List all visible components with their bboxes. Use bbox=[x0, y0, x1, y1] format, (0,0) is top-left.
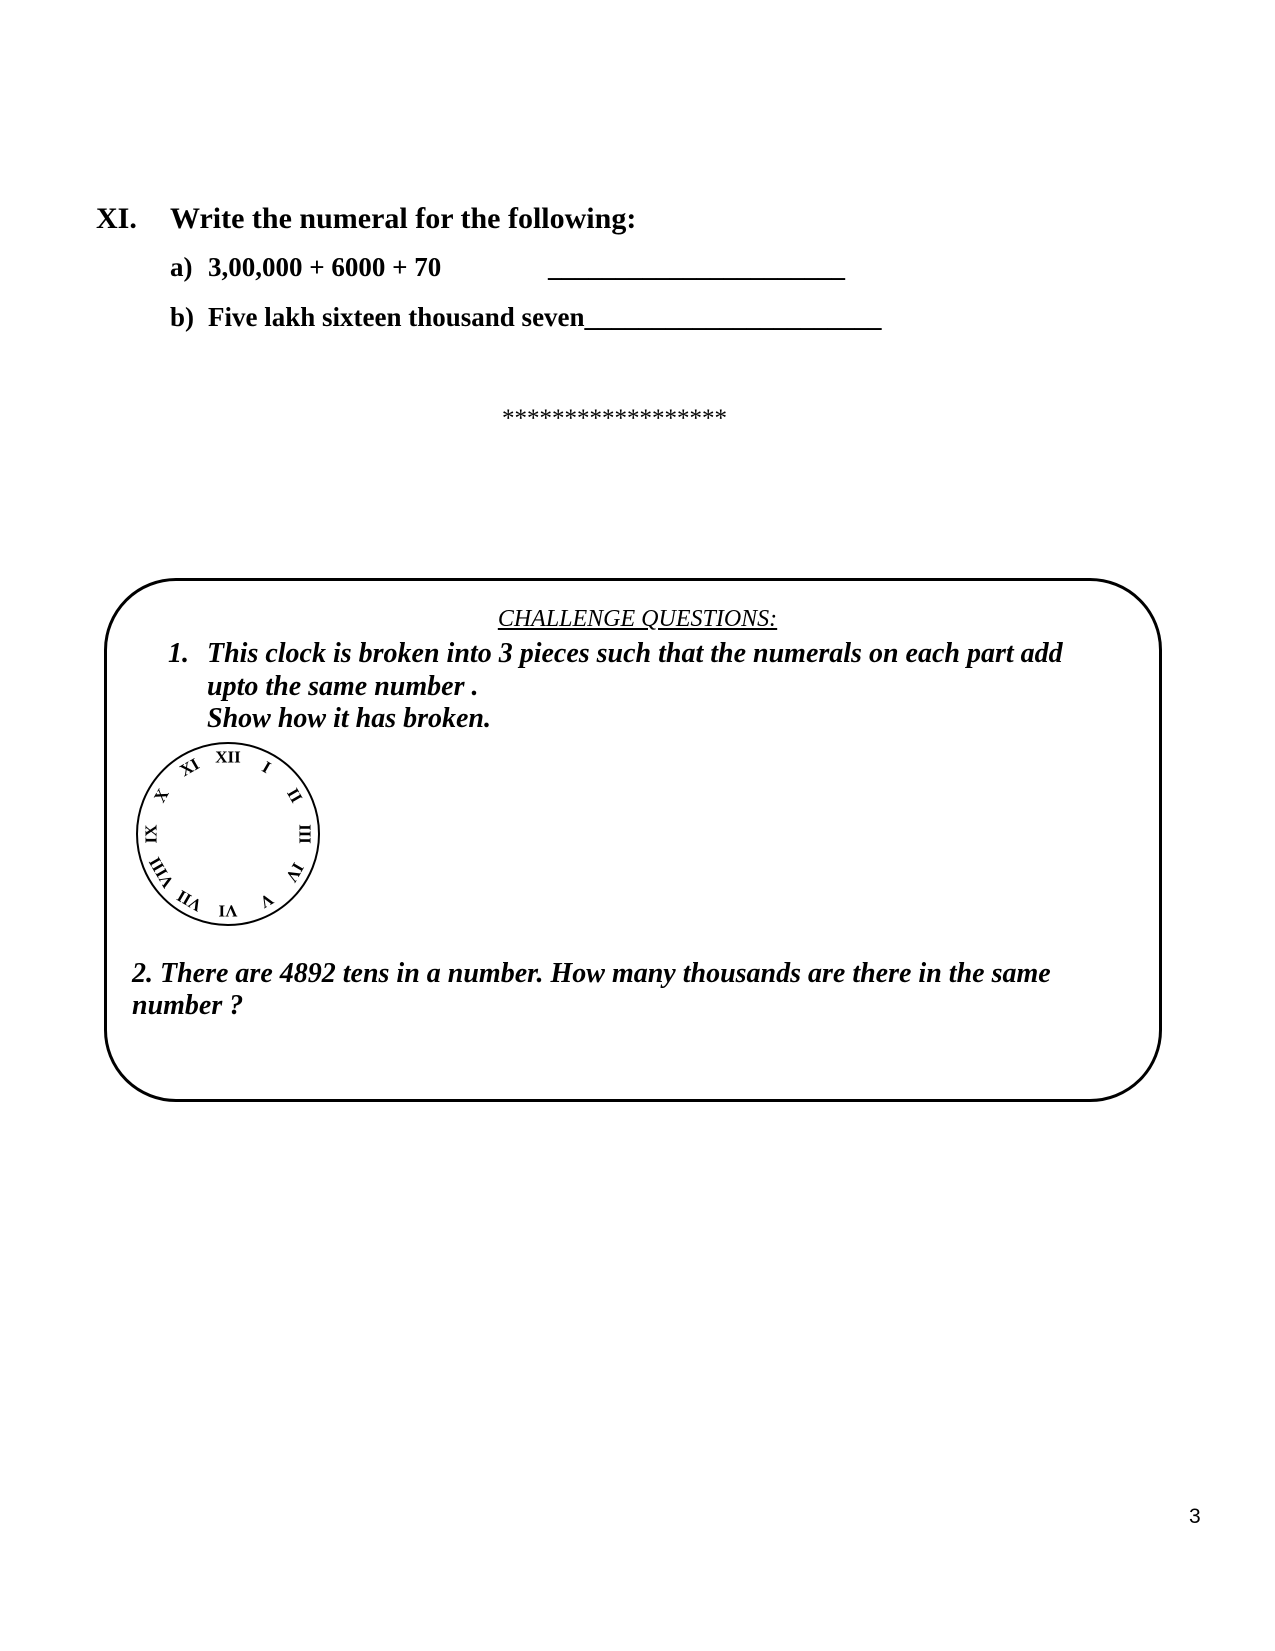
item-b-letter: b) bbox=[170, 302, 195, 332]
challenge-q1-number: 1. bbox=[168, 638, 189, 669]
clock-rim bbox=[137, 743, 319, 925]
question-number: XI. bbox=[96, 202, 137, 235]
clock-numeral: IX bbox=[141, 824, 161, 844]
section-separator: ****************** bbox=[502, 405, 727, 432]
clock-numeral: IV bbox=[281, 859, 308, 886]
item-a-answer-blank: ______________________ bbox=[548, 252, 845, 282]
challenge-q1-line: Show how it has broken. bbox=[207, 703, 491, 734]
clock-numeral: VII bbox=[173, 886, 206, 916]
page-number: 3 bbox=[1189, 1505, 1201, 1528]
challenge-q2-line: number ? bbox=[132, 990, 244, 1021]
clock-numeral: XII bbox=[215, 747, 241, 767]
item-a-expression: 3,00,000 + 6000 + 70 bbox=[208, 252, 442, 282]
clock-numeral: X bbox=[150, 785, 173, 806]
challenge-q1-line: This clock is broken into 3 pieces such that the numerals on each part add bbox=[207, 638, 1063, 669]
clock-numeral: II bbox=[283, 785, 307, 806]
challenge-q2-line: 2. There are 4892 tens in a number. How many thousands are there in the same bbox=[132, 958, 1051, 989]
item-a-letter: a) bbox=[170, 252, 193, 282]
clock-numeral: XI bbox=[176, 754, 203, 781]
roman-clock-face bbox=[132, 738, 324, 930]
clock-numeral: V bbox=[256, 889, 277, 912]
clock-numeral: VI bbox=[218, 901, 238, 921]
clock-numeral: I bbox=[258, 757, 275, 778]
question-title: Write the numeral for the following: bbox=[170, 202, 637, 235]
challenge-q1-line: upto the same number . bbox=[207, 671, 479, 702]
item-b-text: Five lakh sixteen thousand seven______________________ bbox=[208, 302, 882, 332]
challenge-title: CHALLENGE QUESTIONS: bbox=[497, 606, 778, 632]
clock-numeral: VIII bbox=[145, 853, 178, 892]
clock-numeral: III bbox=[295, 824, 315, 844]
